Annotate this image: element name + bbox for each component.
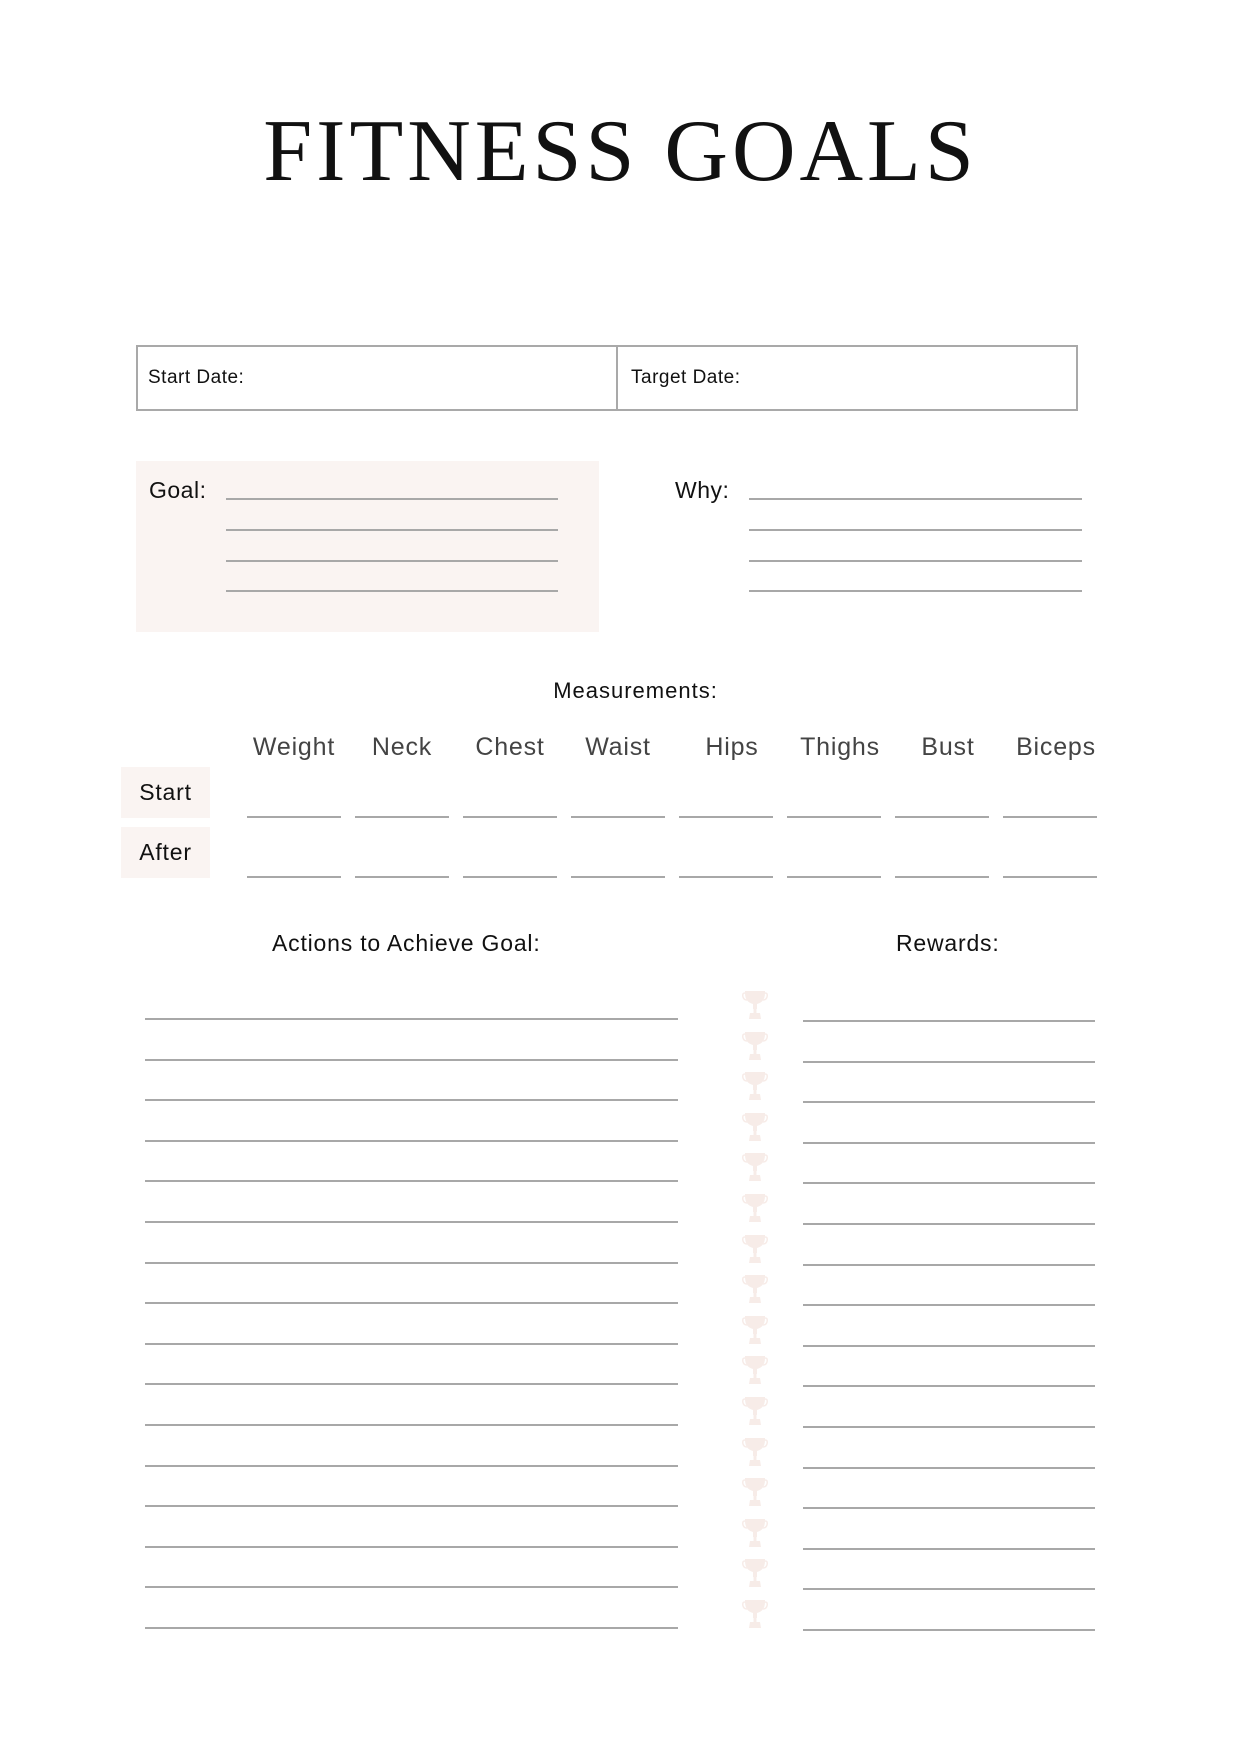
column-header-biceps: Biceps [1016,733,1096,761]
target-date-field[interactable] [618,347,1076,409]
column-header-weight: Weight [252,733,336,761]
trophy-icon [742,1031,768,1061]
reward-line[interactable] [803,1020,1095,1022]
column-header-chest: Chest [475,733,545,761]
action-line[interactable] [145,1140,678,1142]
action-line[interactable] [145,1586,678,1588]
reward-line[interactable] [803,1182,1095,1184]
action-line[interactable] [145,1424,678,1426]
measurement-field-start-chest[interactable] [463,816,557,818]
column-header-bust: Bust [921,733,975,761]
reward-line[interactable] [803,1223,1095,1225]
reward-line[interactable] [803,1467,1095,1469]
measurement-field-after-weight[interactable] [247,876,341,878]
goal-line[interactable] [226,529,558,531]
measurement-field-after-waist[interactable] [571,876,665,878]
action-line[interactable] [145,1505,678,1507]
start-date-label: Start Date: [148,367,245,388]
action-line[interactable] [145,1099,678,1101]
reward-line[interactable] [803,1345,1095,1347]
trophy-icon [742,1558,768,1588]
reward-line[interactable] [803,1548,1095,1550]
actions-title: Actions to Achieve Goal: [272,930,541,956]
reward-line[interactable] [803,1101,1095,1103]
reward-line[interactable] [803,1061,1095,1063]
measurements-title: Measurements: [553,678,718,703]
measurement-field-start-waist[interactable] [571,816,665,818]
reward-line[interactable] [803,1426,1095,1428]
action-line[interactable] [145,1627,678,1629]
trophy-icon [742,1112,768,1142]
measurement-field-start-bust[interactable] [895,816,989,818]
action-line[interactable] [145,1343,678,1345]
trophy-icon [742,1355,768,1385]
trophy-icon [742,1477,768,1507]
trophy-icon [742,1396,768,1426]
action-line[interactable] [145,1221,678,1223]
goal-line[interactable] [226,498,558,500]
trophy-icon [742,1274,768,1304]
reward-line[interactable] [803,1588,1095,1590]
action-line[interactable] [145,1383,678,1385]
goal-line[interactable] [226,560,558,562]
reward-line[interactable] [803,1385,1095,1387]
column-header-hips: Hips [705,733,759,761]
why-line[interactable] [749,529,1082,531]
action-line[interactable] [145,1546,678,1548]
trophy-icon [742,1437,768,1467]
measurement-field-after-biceps[interactable] [1003,876,1097,878]
measurement-field-start-weight[interactable] [247,816,341,818]
why-line[interactable] [749,498,1082,500]
goal-label: Goal: [149,477,207,503]
measurement-field-start-thighs[interactable] [787,816,881,818]
measurement-field-start-neck[interactable] [355,816,449,818]
action-line[interactable] [145,1059,678,1061]
action-line[interactable] [145,1262,678,1264]
reward-line[interactable] [803,1142,1095,1144]
why-line[interactable] [749,560,1082,562]
action-line[interactable] [145,1465,678,1467]
trophy-icon [742,1518,768,1548]
why-line[interactable] [749,590,1082,592]
column-header-thighs: Thighs [800,733,880,761]
rewards-title: Rewards: [896,930,1000,956]
why-label: Why: [675,477,730,503]
row-label-start: Start [121,767,210,818]
date-box [136,345,1078,411]
measurement-field-start-hips[interactable] [679,816,773,818]
reward-line[interactable] [803,1304,1095,1306]
start-date-field[interactable] [138,347,618,409]
reward-line[interactable] [803,1507,1095,1509]
action-line[interactable] [145,1180,678,1182]
trophy-icon [742,1315,768,1345]
reward-line[interactable] [803,1629,1095,1631]
measurement-field-after-hips[interactable] [679,876,773,878]
trophy-icon [742,1234,768,1264]
measurement-field-start-biceps[interactable] [1003,816,1097,818]
column-header-neck: Neck [371,733,433,761]
page-title: FITNESS GOALS [263,103,978,200]
goal-line[interactable] [226,590,558,592]
trophy-icon [742,1599,768,1629]
column-header-waist: Waist [585,733,651,761]
trophy-icon [742,990,768,1020]
target-date-label: Target Date: [631,367,741,388]
action-line[interactable] [145,1018,678,1020]
trophy-icon [742,1152,768,1182]
trophy-icon [742,1071,768,1101]
row-label-after: After [121,827,210,878]
trophy-icon [742,1193,768,1223]
action-line[interactable] [145,1302,678,1304]
reward-line[interactable] [803,1264,1095,1266]
measurement-field-after-chest[interactable] [463,876,557,878]
measurement-field-after-bust[interactable] [895,876,989,878]
measurement-field-after-thighs[interactable] [787,876,881,878]
measurement-field-after-neck[interactable] [355,876,449,878]
